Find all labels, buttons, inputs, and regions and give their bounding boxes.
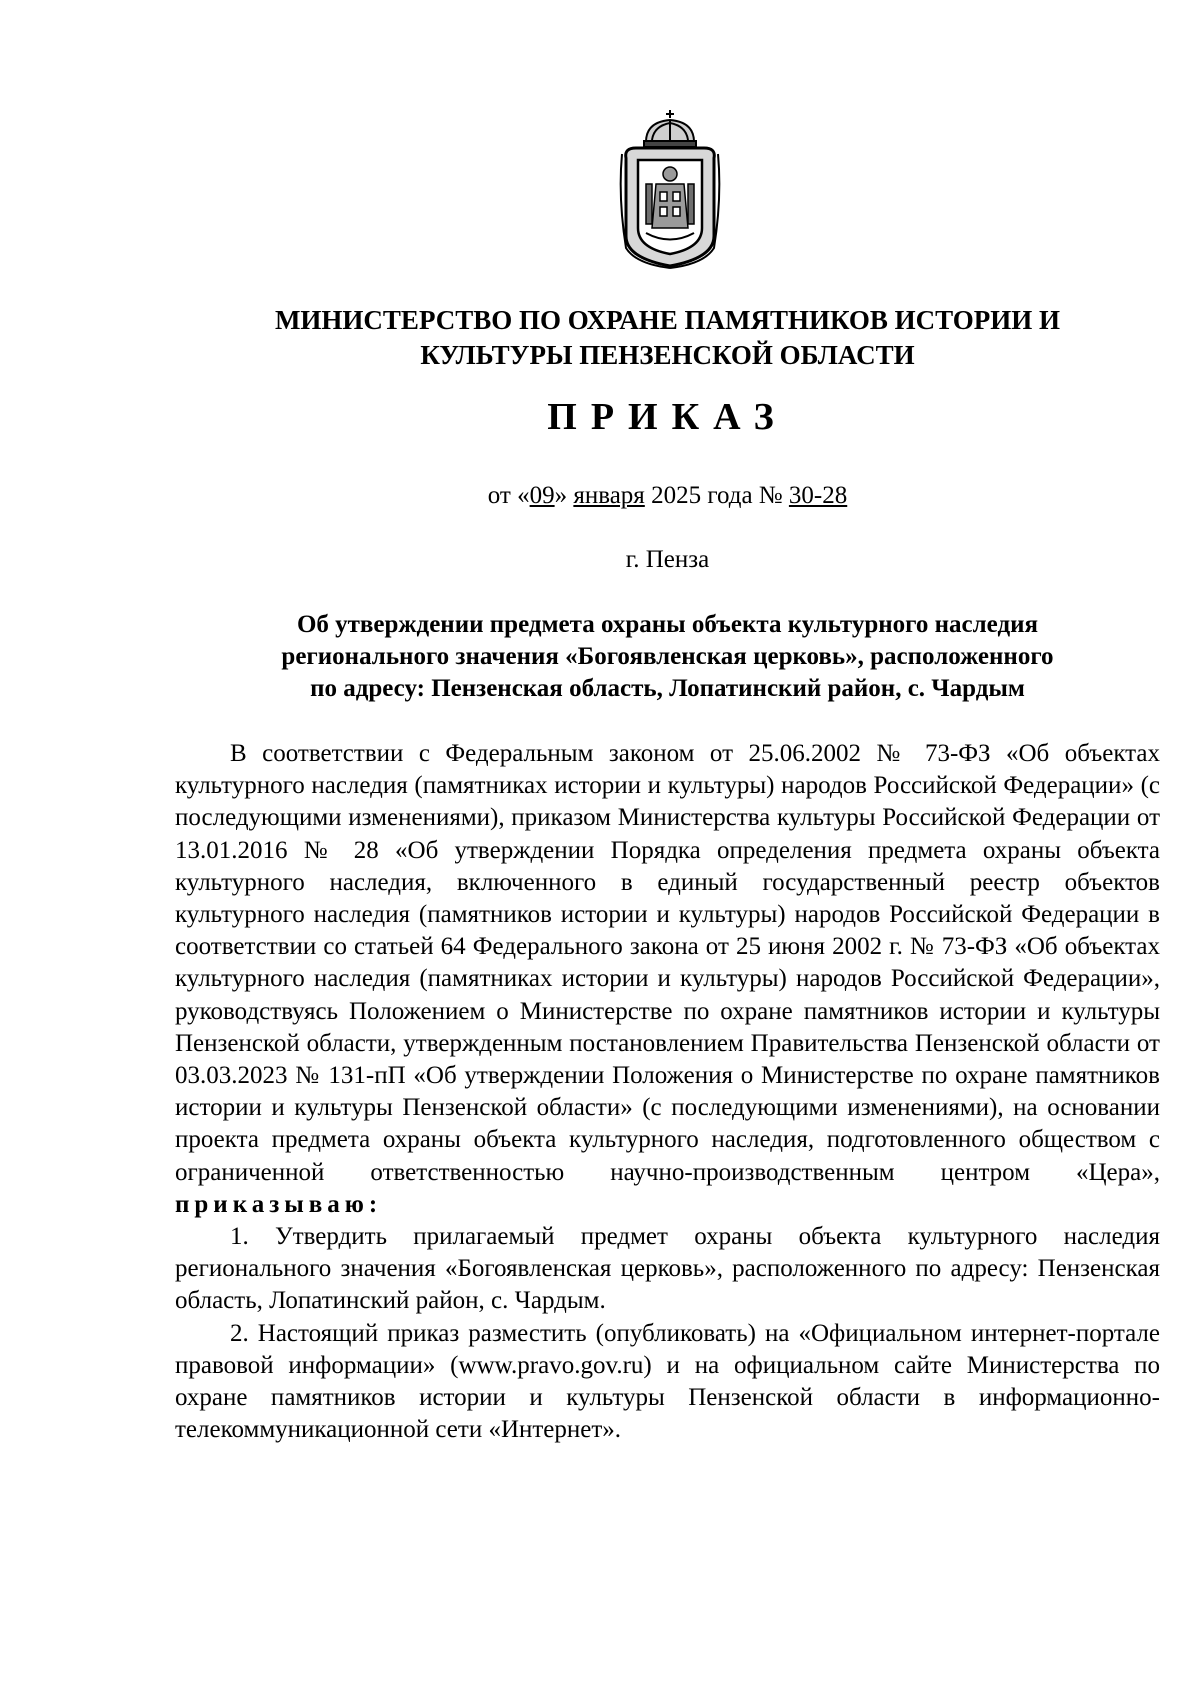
order-city: г. Пенза [625,546,710,573]
order-subject-line2: регионального значения «Богоявленская церковь», расположенного [281,643,1054,670]
coat-of-arms-icon [616,108,724,270]
ministry-name-line1: МИНИСТЕРСТВО ПО ОХРАНЕ ПАМЯТНИКОВ ИСТОРИИ И [274,305,1061,335]
order-month: января [573,482,645,509]
order-date-number [175,482,1160,510]
order-body [175,738,1160,1446]
decree-word: приказываю: [175,1190,383,1218]
ministry-name-line2: КУЛЬТУРЫ ПЕНЗЕНСКОЙ ОБЛАСТИ [420,340,915,370]
order-subject-line3: по адресу: Пензенская область, Лопатинский район, с. Чардым [310,675,1025,702]
ministry-name [175,303,1160,373]
order-subject-line1: Об утверждении предмета охраны объекта культурного наследия [296,611,1039,638]
preamble-text: В соответствии с Федеральным законом от 25.06.2002 № 73-ФЗ «Об объектах культурного наследия (памятниках истории и культуры) народов Российской Федерации» (с последующими изменениями), приказом Министерства культуры Российской Федерации от 13.01.2016 № 28 «Об утверждении Порядка определения предмета охраны объекта культурного наследия, включенного в единый государственный реестр объектов культурного наследия (памятников истории и культуры) народов Российской Федерации в соответствии со статьей 64 Федерального закона от 25 июня 2002 г. № 73-ФЗ «Об объектах культурного наследия (памятниках истории и культуры) народов Российской Федерации», руководствуясь Положением о Министерстве по охране памятников истории и культуры Пензенской области, утвержденным постановлением Правительства Пензенской области от 03.03.2023 № 131-пП «Об утверждении Положения о Министерстве по охране памятников истории и культуры Пензенской области» (с последующими изменениями), на основании проекта предмета охраны объекта культурного наследия, подготовленного обществом с ограниченной ответственностью научно-производственным центром «Цера», [175,740,1160,1186]
order-year: 2025 года № [644,482,789,509]
order-item-1: 1. Утвердить прилагаемый предмет охраны объекта культурного наследия регионального значения «Богоявленская церковь», расположенного по адресу: Пензенская область, Лопатинский район, с. Чардым. [175,1223,1160,1315]
preamble-paragraph [175,738,1160,1221]
order-subject [175,609,1160,705]
order-date-mid: » [554,482,574,509]
order-item-2: 2. Настоящий приказ разместить (опубликовать) на «Официальном интернет-портале правовой информации» (www.pravo.gov.ru) и на официальном сайте Министерства по охране памятников истории и культуры Пензенской области в информационно-телекоммуникационной сети «Интернет». [175,1319,1160,1444]
document-type-title: ПРИКАЗ [547,396,788,438]
order-date-prefix: от « [487,482,530,509]
order-number: 30-28 [788,482,848,509]
order-day: 09 [529,482,555,509]
